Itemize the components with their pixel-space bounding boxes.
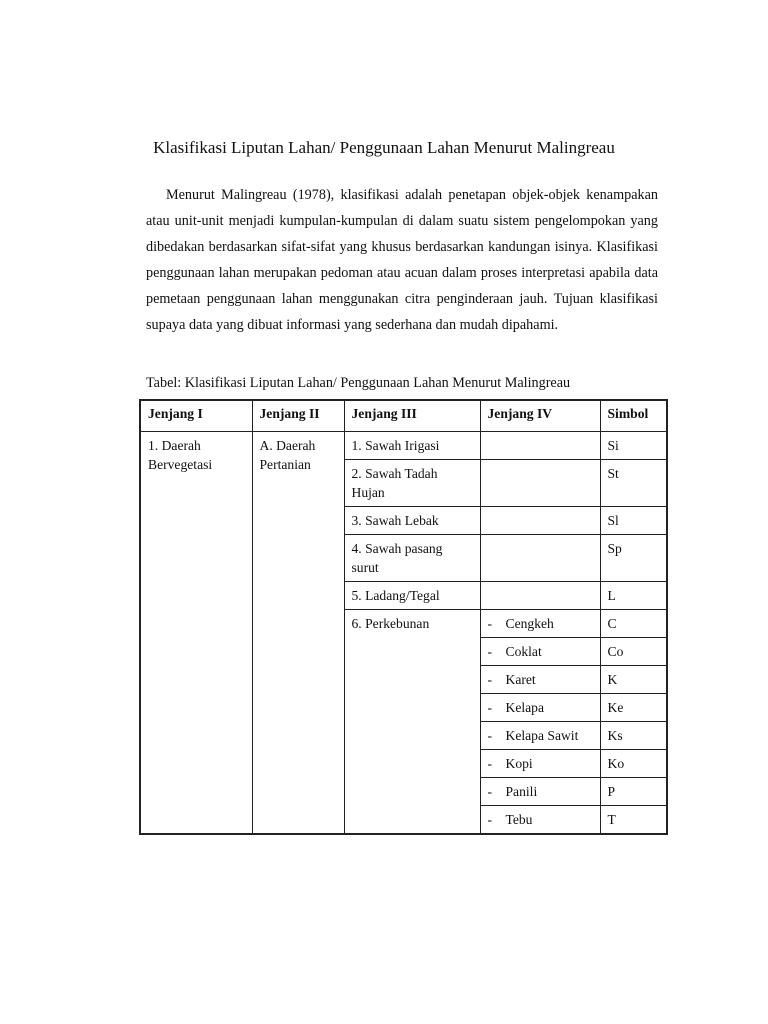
jenjang-4-cell	[480, 778, 600, 806]
jenjang-4-cell	[480, 535, 600, 582]
jenjang-4-label: Coklat	[505, 644, 542, 659]
simbol-cell: Si	[600, 432, 667, 460]
simbol-cell: L	[600, 582, 667, 610]
list-dash: -	[487, 616, 493, 631]
jenjang-3-cell: 5. Ladang/Tegal	[344, 582, 480, 610]
simbol-cell: Sl	[600, 507, 667, 535]
list-dash: -	[487, 812, 493, 827]
table-header-row	[140, 400, 667, 432]
header-jenjang-1: Jenjang I	[140, 400, 252, 432]
list-dash: -	[487, 756, 493, 771]
jenjang-4-cell	[480, 750, 600, 778]
jenjang-4-cell	[480, 806, 600, 835]
jenjang-3-cell: 1. Sawah Irigasi	[344, 432, 480, 460]
simbol-cell: Ko	[600, 750, 667, 778]
simbol-cell: Sp	[600, 535, 667, 582]
jenjang-4-cell	[480, 722, 600, 750]
simbol-cell: Ks	[600, 722, 667, 750]
header-jenjang-4: Jenjang IV	[480, 400, 600, 432]
jenjang-4-label: Kelapa Sawit	[505, 728, 579, 743]
jenjang-4-cell	[480, 460, 600, 507]
jenjang-4-label: Karet	[505, 672, 536, 687]
simbol-cell: C	[600, 610, 667, 638]
jenjang-4-cell	[480, 582, 600, 610]
jenjang-4-cell	[480, 638, 600, 666]
jenjang-3-cell: 3. Sawah Lebak	[344, 507, 480, 535]
header-jenjang-3: Jenjang III	[344, 400, 480, 432]
jenjang-1-cell: 1. Daerah Bervegetasi	[140, 432, 252, 835]
jenjang-4-label: Tebu	[505, 812, 533, 827]
list-dash: -	[487, 700, 493, 715]
document-title: Klasifikasi Liputan Lahan/ Penggunaan Lahan Menurut Malingreau	[153, 138, 615, 157]
simbol-cell: St	[600, 460, 667, 507]
jenjang-4-label: Kopi	[505, 756, 533, 771]
jenjang-4-label: Panili	[505, 784, 538, 799]
jenjang-4-cell	[480, 666, 600, 694]
simbol-cell: Ke	[600, 694, 667, 722]
list-dash: -	[487, 644, 493, 659]
land-classification-table	[139, 399, 668, 835]
header-simbol: Simbol	[600, 400, 667, 432]
jenjang-4-cell	[480, 694, 600, 722]
list-dash: -	[487, 784, 493, 799]
simbol-cell: T	[600, 806, 667, 835]
jenjang-4-label: Cengkeh	[505, 616, 554, 631]
table-row	[140, 432, 667, 460]
jenjang-2-cell: A. Daerah Pertanian	[252, 432, 344, 835]
table-caption: Tabel: Klasifikasi Liputan Lahan/ Penggunaan Lahan Menurut Malingreau	[146, 375, 571, 391]
jenjang-4-label: Kelapa	[505, 700, 544, 715]
simbol-cell: K	[600, 666, 667, 694]
intro-paragraph: Menurut Malingreau (1978), klasifikasi adalah penetapan objek-objek kenampakan atau unit-unit menjadi kumpulan-kumpulan di dalam suatu sistem pengelompokan yang dibedakan berdasarkan sifat-sifat yang khusus berdasarkan kandungan isinya. Klasifikasi penggunaan lahan merupakan pedoman atau acuan dalam proses interpretasi apabila data pemetaan penggunaan lahan menggunakan citra penginderaan jauh. Tujuan klasifikasi supaya data yang dibuat informasi yang sederhana dan mudah dipahami.	[146, 187, 658, 333]
simbol-cell: P	[600, 778, 667, 806]
jenjang-3-cell: 2. Sawah Tadah Hujan	[344, 460, 480, 507]
jenjang-3-cell: 4. Sawah pasang surut	[344, 535, 480, 582]
jenjang-4-cell	[480, 610, 600, 638]
list-dash: -	[487, 728, 493, 743]
jenjang-4-cell	[480, 432, 600, 460]
jenjang-3-perkebunan-cell: 6. Perkebunan	[344, 610, 480, 835]
jenjang-4-cell	[480, 507, 600, 535]
list-dash: -	[487, 672, 493, 687]
simbol-cell: Co	[600, 638, 667, 666]
header-jenjang-2: Jenjang II	[252, 400, 344, 432]
